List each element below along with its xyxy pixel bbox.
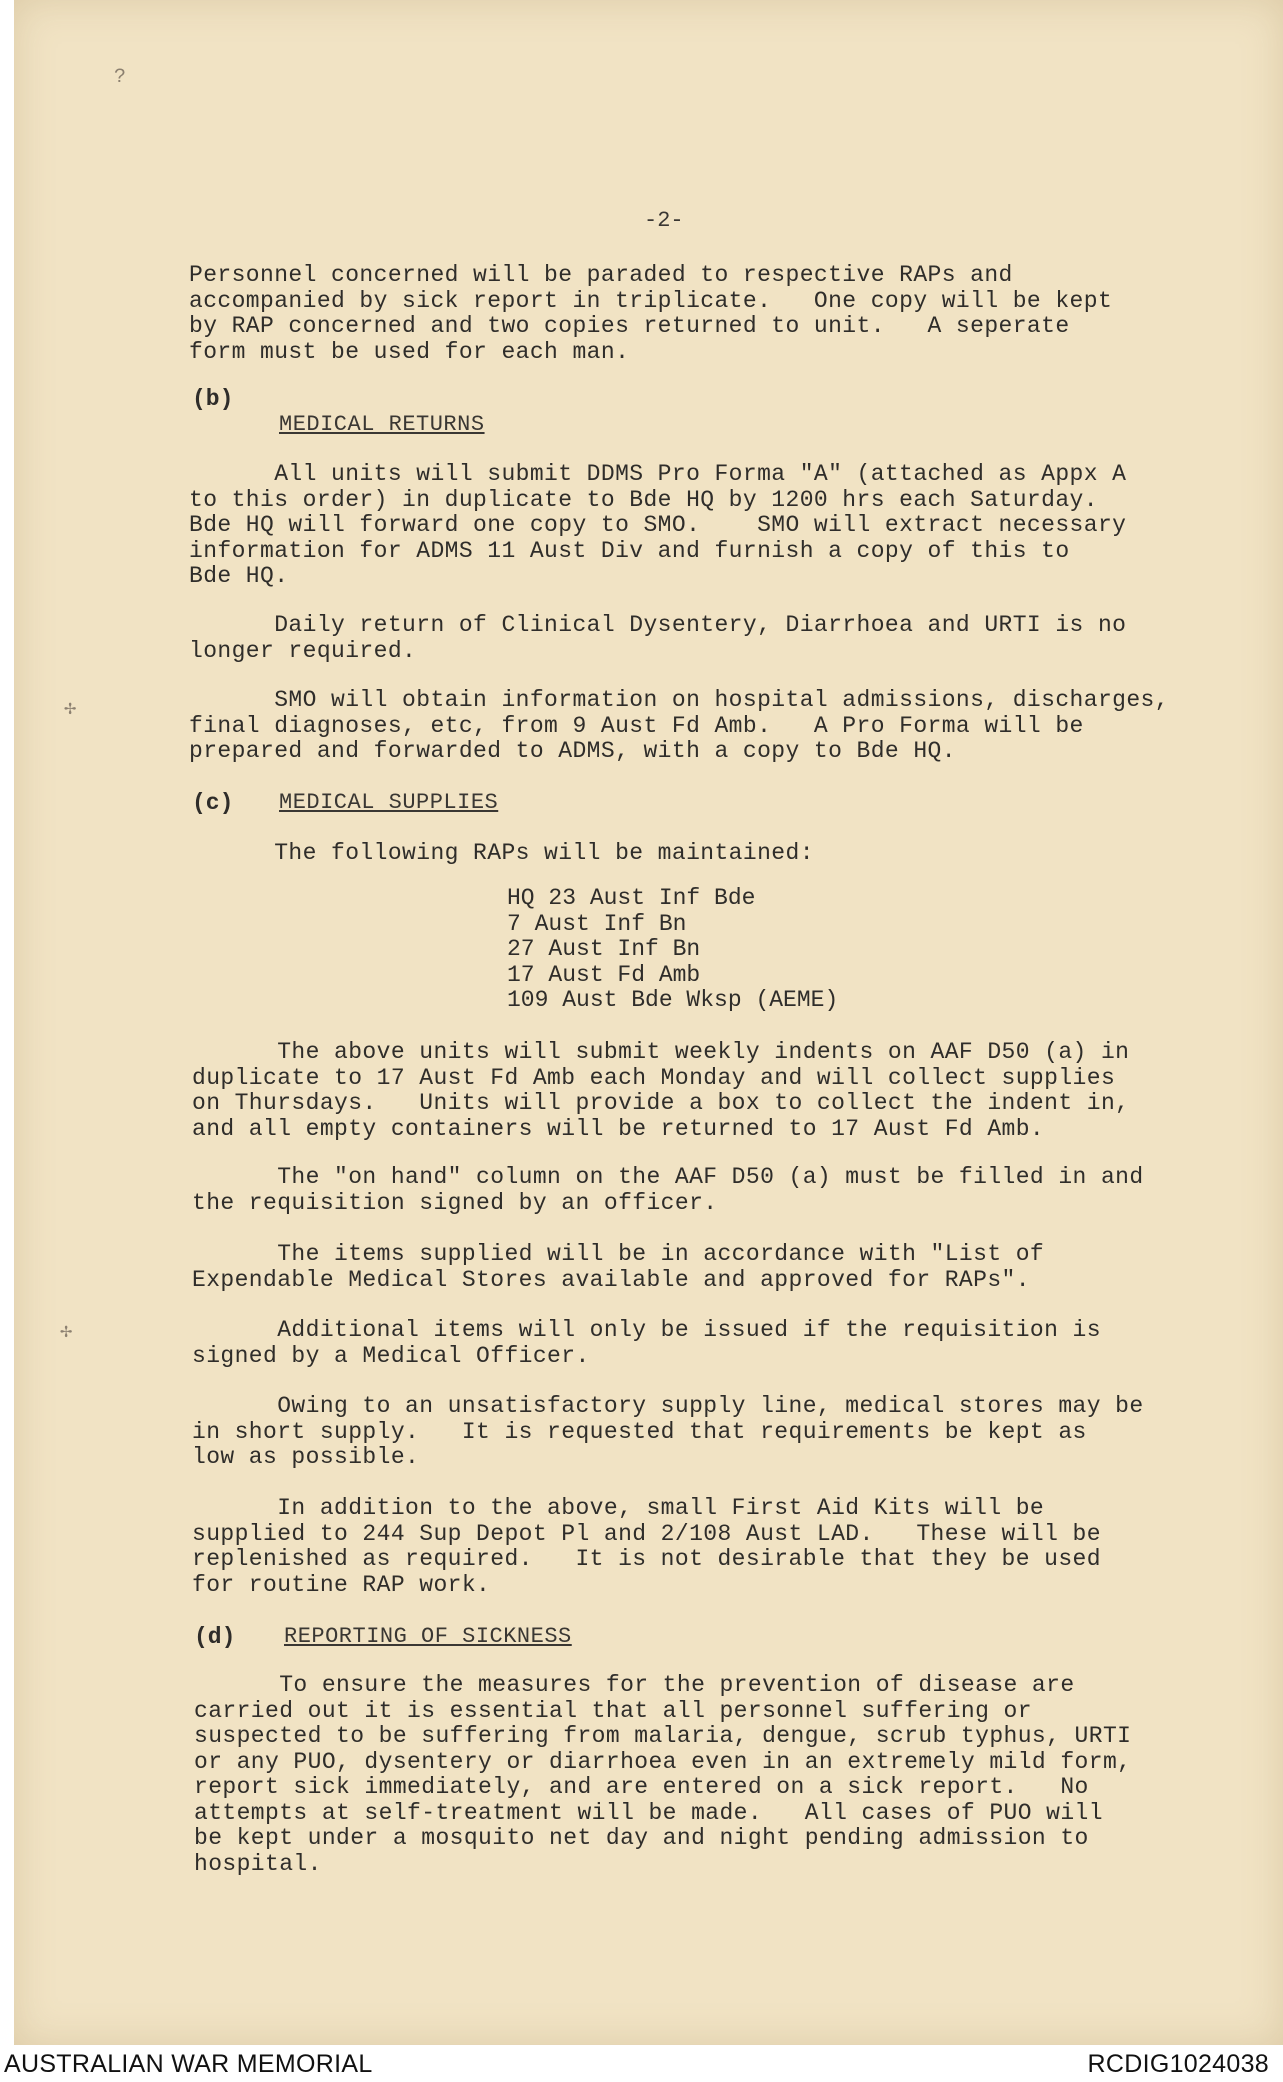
staple-hole-mark: ✢ xyxy=(60,1321,73,1344)
staple-hole-mark: ✢ xyxy=(64,698,77,721)
section-c-paragraph: The above units will submit weekly indents on AAF D50 (a) in duplicate to 17 Aust Fd Amb each Monday and will collect supplies on Thursdays. Units will provide a box to collect the indent in, and all empty containers will be returned to 17 Aust Fd Amb. xyxy=(192,1039,1130,1142)
rap-list-item: 109 Aust Bde Wksp (AEME) xyxy=(507,987,839,1013)
section-c-paragraph: The "on hand" column on the AAF D50 (a) must be filled in and the requisition signed by an officer. xyxy=(192,1164,1144,1216)
section-c-intro: The following RAPs will be maintained: xyxy=(189,840,814,866)
rap-list xyxy=(507,886,838,1014)
document-page xyxy=(14,0,1283,2045)
rap-list-item: 7 Aust Inf Bn xyxy=(507,910,687,937)
footer-archive-name: AUSTRALIAN WAR MEMORIAL xyxy=(4,2050,373,2078)
section-c-paragraph: Additional items will only be issued if the requisition is signed by a Medical Officer. xyxy=(192,1317,1101,1369)
section-d-label: (d) xyxy=(194,1624,236,1650)
punch-hole-mark: ? xyxy=(114,66,127,89)
section-c-heading: MEDICAL SUPPLIES xyxy=(279,790,499,815)
footer-record-id: RCDIG1024038 xyxy=(1087,2050,1269,2078)
intro-paragraph: Personnel concerned will be paraded to respective RAPs and accompanied by sick report in triplicate. One copy will be kept by RAP concerned and two copies returned to unit. A seperate form must be used for each man. xyxy=(189,262,1113,365)
section-d-paragraph: To ensure the measures for the prevention of disease are carried out it is essential that all personnel suffering or suspected to be suffering from malaria, dengue, scrub typhus, URTI or any PUO, dysentery or diarrhoea even in an extremely mild form, report sick immediately, and are entered on a sick report. No attempts at self-treatment will be made. All cases of PUO will be kept under a mosquito net day and night pending admission to hospital. xyxy=(194,1672,1132,1877)
section-c-paragraph: The items supplied will be in accordance with "List of Expendable Medical Stores available and approved for RAPs". xyxy=(192,1241,1045,1293)
section-c-paragraph: In addition to the above, small First Aid Kits will be supplied to 244 Sup Depot Pl and 2/108 Aust LAD. These will be replenished as required. It is not desirable that they be used for routine RAP work. xyxy=(192,1495,1101,1598)
section-b-paragraph: Daily return of Clinical Dysentery, Diarrhoea and URTI is no longer required. xyxy=(189,612,1127,664)
section-c-paragraph: Owing to an unsatisfactory supply line, medical stores may be in short supply. It is requested that requirements be kept as low as possible. xyxy=(192,1393,1144,1470)
section-c-label: (c) xyxy=(192,790,234,816)
section-b-paragraph: All units will submit DDMS Pro Forma "A" (attached as Appx A to this order) in duplicate to Bde HQ by 1200 hrs each Saturday. Bde HQ will forward one copy to SMO. SMO will extract necessary information for ADMS 11 Aust Div and furnish a copy of this to Bde HQ. xyxy=(189,461,1127,589)
page-number: -2- xyxy=(644,208,684,233)
rap-list-item: HQ 23 Aust Inf Bde xyxy=(507,885,756,911)
section-b-paragraph: SMO will obtain information on hospital admissions, discharges, final diagnoses, etc, from 9 Aust Fd Amb. A Pro Forma will be prepared and forwarded to ADMS, with a copy to Bde HQ. xyxy=(189,687,1169,764)
section-d-heading: REPORTING OF SICKNESS xyxy=(284,1624,572,1649)
rap-list-item: 27 Aust Inf Bn xyxy=(507,936,701,962)
rap-list-item: 17 Aust Fd Amb xyxy=(507,961,701,988)
section-b-label: (b) xyxy=(192,386,234,412)
section-b-heading: MEDICAL RETURNS xyxy=(279,412,485,437)
